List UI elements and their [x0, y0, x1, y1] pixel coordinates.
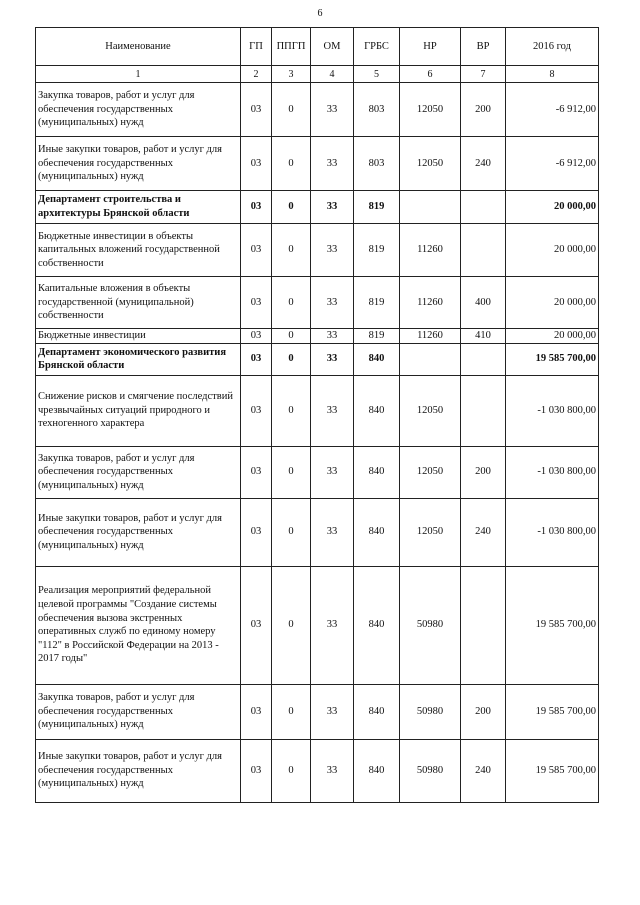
cell-nr: 12050: [400, 446, 461, 498]
cell-nr: [400, 343, 461, 375]
cell-nr: [400, 191, 461, 224]
cell-vr: [461, 343, 506, 375]
table-row: [36, 191, 599, 224]
cell-vr: [461, 224, 506, 277]
cell-amount: 19 585 700,00: [506, 566, 599, 684]
cell-name: Закупка товаров, работ и услуг для обеспечения государственных (муниципальных) нужд: [36, 684, 241, 739]
cell-amount: -6 912,00: [506, 137, 599, 191]
cell-om: 33: [311, 137, 354, 191]
table-row: [36, 277, 599, 329]
cell-amount: 20 000,00: [506, 191, 599, 224]
cell-grbs: 803: [354, 137, 400, 191]
cell-amount: 20 000,00: [506, 329, 599, 344]
page-number: 6: [317, 8, 323, 19]
cell-name: Департамент экономического развития Брянской области: [36, 343, 241, 375]
cell-grbs: 840: [354, 566, 400, 684]
cell-nr: 12050: [400, 375, 461, 446]
header-om: ОМ: [311, 28, 354, 66]
table-body: [36, 83, 599, 803]
budget-table: [35, 27, 599, 803]
cell-ppgp: 0: [272, 566, 311, 684]
column-number: 1: [36, 66, 241, 83]
cell-vr: 240: [461, 739, 506, 802]
column-number: 3: [272, 66, 311, 83]
cell-nr: 50980: [400, 684, 461, 739]
cell-gp: 03: [241, 739, 272, 802]
table-row: [36, 446, 599, 498]
cell-grbs: 840: [354, 739, 400, 802]
cell-gp: 03: [241, 446, 272, 498]
column-number: 5: [354, 66, 400, 83]
cell-amount: 19 585 700,00: [506, 343, 599, 375]
table-row: [36, 739, 599, 802]
cell-om: 33: [311, 191, 354, 224]
cell-gp: 03: [241, 329, 272, 344]
column-number: 8: [506, 66, 599, 83]
cell-om: 33: [311, 684, 354, 739]
cell-ppgp: 0: [272, 375, 311, 446]
cell-grbs: 819: [354, 191, 400, 224]
cell-nr: 11260: [400, 224, 461, 277]
cell-grbs: 840: [354, 375, 400, 446]
cell-grbs: 840: [354, 684, 400, 739]
table-row: [36, 498, 599, 566]
cell-amount: 20 000,00: [506, 277, 599, 329]
table-row: [36, 329, 599, 344]
cell-om: 33: [311, 446, 354, 498]
cell-name: Департамент строительства и архитектуры Брянской области: [36, 191, 241, 224]
cell-gp: 03: [241, 277, 272, 329]
cell-gp: 03: [241, 566, 272, 684]
cell-vr: [461, 375, 506, 446]
cell-name: Закупка товаров, работ и услуг для обеспечения государственных (муниципальных) нужд: [36, 83, 241, 137]
cell-ppgp: 0: [272, 343, 311, 375]
header-nr: НР: [400, 28, 461, 66]
cell-amount: -6 912,00: [506, 83, 599, 137]
cell-om: 33: [311, 224, 354, 277]
cell-name: Иные закупки товаров, работ и услуг для обеспечения государственных (муниципальных) нужд: [36, 498, 241, 566]
cell-ppgp: 0: [272, 329, 311, 344]
cell-amount: -1 030 800,00: [506, 498, 599, 566]
cell-nr: 50980: [400, 739, 461, 802]
cell-om: 33: [311, 277, 354, 329]
cell-amount: 20 000,00: [506, 224, 599, 277]
header-ppgp: ППГП: [272, 28, 311, 66]
cell-grbs: 819: [354, 329, 400, 344]
cell-amount: 19 585 700,00: [506, 684, 599, 739]
header-year: 2016 год: [506, 28, 599, 66]
cell-grbs: 803: [354, 83, 400, 137]
cell-grbs: 840: [354, 446, 400, 498]
cell-name: Бюджетные инвестиции в объекты капитальных вложений государственной собственности: [36, 224, 241, 277]
cell-om: 33: [311, 566, 354, 684]
cell-grbs: 819: [354, 224, 400, 277]
cell-name: Снижение рисков и смягчение последствий чрезвычайных ситуаций природного и техногенного характера: [36, 375, 241, 446]
cell-gp: 03: [241, 83, 272, 137]
cell-name: Иные закупки товаров, работ и услуг для обеспечения государственных (муниципальных) нужд: [36, 739, 241, 802]
cell-gp: 03: [241, 498, 272, 566]
table-row: [36, 83, 599, 137]
cell-name: Реализация мероприятий федеральной целевой программы "Создание системы обеспечения вызова экстренных оперативных служб по единому номеру "112" в Российской Федерации на 2013 - 2017 годы": [36, 566, 241, 684]
cell-name: Закупка товаров, работ и услуг для обеспечения государственных (муниципальных) нужд: [36, 446, 241, 498]
cell-gp: 03: [241, 343, 272, 375]
table-row: [36, 566, 599, 684]
cell-vr: 400: [461, 277, 506, 329]
cell-om: 33: [311, 375, 354, 446]
cell-vr: 200: [461, 684, 506, 739]
header-gp: ГП: [241, 28, 272, 66]
cell-nr: 12050: [400, 83, 461, 137]
column-number: 4: [311, 66, 354, 83]
cell-ppgp: 0: [272, 83, 311, 137]
cell-ppgp: 0: [272, 446, 311, 498]
cell-vr: 200: [461, 446, 506, 498]
cell-ppgp: 0: [272, 684, 311, 739]
cell-om: 33: [311, 329, 354, 344]
cell-gp: 03: [241, 137, 272, 191]
cell-om: 33: [311, 498, 354, 566]
cell-vr: [461, 566, 506, 684]
cell-gp: 03: [241, 224, 272, 277]
cell-om: 33: [311, 83, 354, 137]
cell-amount: 19 585 700,00: [506, 739, 599, 802]
cell-gp: 03: [241, 375, 272, 446]
cell-ppgp: 0: [272, 224, 311, 277]
table-row: [36, 224, 599, 277]
cell-ppgp: 0: [272, 277, 311, 329]
cell-vr: 410: [461, 329, 506, 344]
table-row: [36, 684, 599, 739]
column-number: 2: [241, 66, 272, 83]
cell-amount: -1 030 800,00: [506, 446, 599, 498]
table-row: [36, 343, 599, 375]
cell-om: 33: [311, 739, 354, 802]
cell-om: 33: [311, 343, 354, 375]
cell-ppgp: 0: [272, 739, 311, 802]
cell-amount: -1 030 800,00: [506, 375, 599, 446]
cell-gp: 03: [241, 191, 272, 224]
header-name: Наименование: [36, 28, 241, 66]
cell-nr: 11260: [400, 277, 461, 329]
header-vr: ВР: [461, 28, 506, 66]
cell-ppgp: 0: [272, 498, 311, 566]
cell-name: Капитальные вложения в объекты государственной (муниципальной) собственности: [36, 277, 241, 329]
column-number-row: [36, 66, 599, 83]
table-row: [36, 375, 599, 446]
cell-vr: 240: [461, 498, 506, 566]
cell-ppgp: 0: [272, 137, 311, 191]
cell-grbs: 819: [354, 277, 400, 329]
cell-nr: 11260: [400, 329, 461, 344]
cell-ppgp: 0: [272, 191, 311, 224]
cell-nr: 12050: [400, 137, 461, 191]
cell-nr: 50980: [400, 566, 461, 684]
cell-name: Бюджетные инвестиции: [36, 329, 241, 344]
cell-vr: [461, 191, 506, 224]
header-grbs: ГРБС: [354, 28, 400, 66]
column-number: 6: [400, 66, 461, 83]
cell-vr: 240: [461, 137, 506, 191]
table-row: [36, 137, 599, 191]
cell-nr: 12050: [400, 498, 461, 566]
column-number: 7: [461, 66, 506, 83]
cell-gp: 03: [241, 684, 272, 739]
cell-vr: 200: [461, 83, 506, 137]
header-row: [36, 28, 599, 66]
cell-grbs: 840: [354, 343, 400, 375]
cell-name: Иные закупки товаров, работ и услуг для обеспечения государственных (муниципальных) нужд: [36, 137, 241, 191]
cell-grbs: 840: [354, 498, 400, 566]
